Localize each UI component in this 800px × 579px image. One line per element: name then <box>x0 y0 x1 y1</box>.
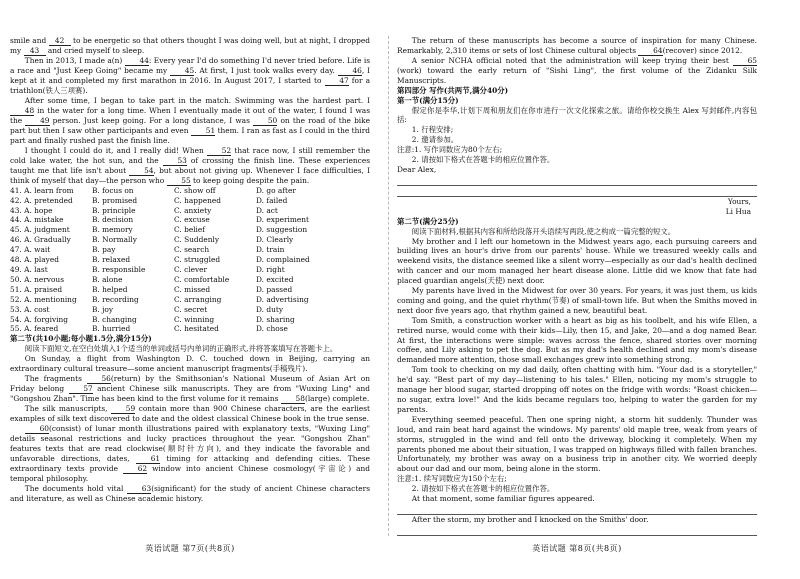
option-54-D: D. sharing <box>256 314 295 324</box>
answer-blank[interactable]: 43 <box>24 47 46 56</box>
option-50-C: C. comfortable <box>174 274 230 284</box>
option-44-A: 44. A. mistake <box>10 215 64 225</box>
option-55-C: C. hesitated <box>174 324 219 334</box>
option-50-D: D. excited <box>256 274 294 284</box>
option-45-D: D. suggestion <box>256 225 308 235</box>
option-41-C: C. show off <box>174 185 216 195</box>
option-55-A: 55. A. feared <box>10 324 59 334</box>
option-44-C: C. excuse <box>174 215 210 225</box>
option-45-B: B. memory <box>92 225 133 235</box>
writing1-closing: Yours, <box>727 196 751 206</box>
option-45-C: C. belief <box>174 225 206 235</box>
writing2-instructions: 阅读下面材料,根据其内容和所给段落开头语续写两段,使之构成一篇完整的短文。 <box>411 226 676 236</box>
continuation-start-1: At that moment, some familiar figures appeared. <box>411 494 595 504</box>
option-49-B: B. responsible <box>92 264 146 274</box>
answer-blank[interactable]: 58 <box>281 395 305 404</box>
writing1-signature: Li Hua <box>725 206 751 216</box>
grammar-para-5: The documents hold vital 63(significant) for the study of ancient Chinese characters and literature, as well as Chinese academic history. <box>10 483 370 503</box>
writing2-title: 第二节(满分25分) <box>397 216 459 226</box>
option-48-D: D. complained <box>256 255 310 265</box>
option-50-B: B. alone <box>92 274 123 284</box>
option-42-A: 42. A. pretended <box>10 195 73 205</box>
option-48-A: 48. A. played <box>10 255 59 265</box>
option-50-A: 50. A. nervous <box>10 274 64 284</box>
option-42-D: D. failed <box>256 195 288 205</box>
option-42-C: C. happened <box>174 195 221 205</box>
option-54-B: B. changing <box>92 314 137 324</box>
option-42-B: B. promised <box>92 195 138 205</box>
answer-blank[interactable]: 64 <box>638 47 662 56</box>
grammar-para-2: The fragments 56(return) by the Smithsonian's National Museum of Asian Art on Friday belong 57 ancient Chinese silk manuscripts. They are from "Wuxing Ling" and "Gongshou Zhan". Time has been kind to the first volume for it remains 58(large) complete. <box>10 373 370 403</box>
option-51-D: D. passed <box>256 284 293 294</box>
option-54-C: C. winning <box>174 314 215 324</box>
cloze-para-3: After some time, I began to take part in the match. Swimming was the hardest part. I 48 in the water for a long time. When I eventually made it out of the water, I found I was the 49 person. Just keep going. For a long distance, I was 50 on the road of the bike part but then I saw other participants and even 51 them. I ran as fast as I could in the third part and finally rushed past the finish line. <box>10 95 371 145</box>
section2-instructions: 阅读下面短文,在空白处填入1个适当的单词或括号内单词的正确形式,并将答案填写在答题卡上。 <box>24 344 338 354</box>
answer-blank[interactable]: 56 <box>87 375 111 384</box>
story-para-2: My parents have lived in the Midwest for over 30 years. For years, it was just them, us kids coming and going, and the quiet rhythm(节奏) of small-town life. But when the Smiths moved in next door five years ago, that rhythm gained a new, beautiful beat. <box>397 286 757 315</box>
continuation-start-2: After the storm, my brother and I knocked on the Smiths' door. <box>411 514 649 524</box>
cloze-para-2: Then in 2013, I made a(n) 44: Every year I'd do something I'd never tried before. Life is a race and "Just Keep Going" became my 45. At first, I just took walks every day. 46, I kept at it and completed my first marathon in 2016. In August 2017, I started to 47 for a triathlon(铁人三项赛). <box>10 56 370 95</box>
left-page <box>10 36 370 556</box>
answer-blank[interactable]: 65 <box>733 57 757 66</box>
answer-blank[interactable]: 49 <box>25 117 49 126</box>
option-55-D: D. chose <box>256 324 288 334</box>
option-47-C: C. search <box>174 245 210 255</box>
option-49-A: 49. A. last <box>10 264 48 274</box>
option-51-C: C. missed <box>174 284 211 294</box>
cloze-options <box>10 186 370 335</box>
answer-blank[interactable]: 61 <box>136 455 160 464</box>
footer-page-7: 英语试题 第7页(共8页) <box>145 544 235 553</box>
answer-blank[interactable]: 59 <box>111 405 135 414</box>
option-43-A: 43. A. hope <box>10 205 53 215</box>
option-52-A: 52. A. mentioning <box>10 294 77 304</box>
option-43-D: D. act <box>256 205 278 215</box>
answer-blank[interactable]: 46 <box>338 67 362 76</box>
option-51-A: 51. A. praised <box>10 284 63 294</box>
option-49-D: D. right <box>256 264 285 274</box>
footer-page-8: 英语试题 第8页(共8页) <box>532 544 622 553</box>
story-para-5: Everything seemed peaceful. Then one spring night, a storm hit suddenly. Thunder was loud, and rain beat hard against the windows. My parents' old maple tree, weak from years of storms, struggled in the wind and fell onto the driveway, blocking it completely. When my parents phoned me about their situation, I was trapped on highways filled with fallen branches. Unfortunately, my brother was away on a business trip in another city. We worried deeply about our dad and our mom, being alone in the storm. <box>397 414 757 474</box>
option-47-B: B. pay <box>92 245 116 255</box>
right-page <box>397 36 757 556</box>
writing1-instructions: 假定你是李华,计划下周和朋友们在你市进行一次文化探索之旅。请给你校交换生 Alex 写封邮件,内容包括: <box>397 105 757 125</box>
answer-blank[interactable]: 47 <box>325 77 349 86</box>
story-para-1: My brother and I left our hometown in the Midwest years ago, each pursuing careers and building lives an hour's drive from our parents' house. While we treasured weekly calls and weekend visits, the distance seemed like a silent worry—especially as our dad's health declined with cancer and our mom managed her heart disease alone. Little did we know that fate had placed guardian angels(天使) next door. <box>397 236 757 286</box>
page-divider <box>388 36 389 536</box>
option-41-B: B. focus on <box>92 185 134 195</box>
answer-blank[interactable]: 52 <box>207 147 231 156</box>
grammar-para-6: The return of these manuscripts has become a source of inspiration for many Chinese. Remarkably, 2,310 items or sets of lost Chinese cultural objects 64(recover) since 2012. <box>397 36 757 55</box>
writing1-point-1: 1. 行程安排; <box>411 125 454 135</box>
answer-line <box>397 504 757 515</box>
option-52-D: D. advertising <box>256 294 309 304</box>
answer-blank[interactable]: 55 <box>167 177 191 186</box>
grammar-para-1: On Sunday, a flight from Washington D. C. touched down in Beijing, carrying an extraordinary cultural treasure—some ancient manuscript fragments(手稿残片). <box>10 354 370 374</box>
option-41-A: 41. A. learn from <box>10 185 74 195</box>
option-44-B: B. decision <box>92 215 134 225</box>
section2-title: 第二节(共10小题;每小题1.5分,满分15分) <box>10 334 152 344</box>
answer-blank[interactable]: 42 <box>49 37 71 46</box>
option-46-B: B. Normally <box>92 235 137 245</box>
cloze-para-1: smile and 42 to be energetic so that others thought I was doing well, but at night, I dropped my 43 and cried myself to sleep. <box>10 36 370 55</box>
answer-blank[interactable]: 54 <box>129 167 153 176</box>
option-43-C: C. anxiety <box>174 205 212 215</box>
answer-blank[interactable]: 62 <box>123 465 147 474</box>
answer-blank[interactable]: 45 <box>170 67 194 76</box>
option-46-A: 46. A. Gradually <box>10 235 71 245</box>
answer-line <box>397 525 757 536</box>
option-47-D: D. train <box>256 245 285 255</box>
option-54-A: 54. A. forgiving <box>10 314 68 324</box>
grammar-para-4: 60(consist) of lunar month illustrations paired with explanatory texts, "Wuxing Ling" details seasonal restrictions and lucky practices throughout the year. "Gongshou Zhan" features texts that are read clockwise(顺时针方向), and they indicate the favorable and unfavorable directions, dates, 61 timing for attacking and defending cities. These extraordinary texts provide 62 window into ancient Chinese cosmology(宇宙论) and temporal philosophy. <box>10 423 370 483</box>
answer-blank[interactable]: 48 <box>10 107 34 116</box>
writing2-note-2: 2. 请按如下格式在答题卡的相应位置作答。 <box>411 484 555 494</box>
writing1-note-2: 2. 请按如下格式在答题卡的相应位置作答。 <box>411 155 555 165</box>
option-52-C: C. arranging <box>174 294 222 304</box>
cloze-para-4: I thought I could do it, and I really did! When 52 that race now, I still remember the cold lake water, the hot sun, and the 53 of crossing the finish line. These experiences taught me that life isn't about 54, but about not giving up. Whenever I face difficulties, I think of myself that day—the person who 55 to keep going despite the pain. <box>10 145 370 185</box>
grammar-para-7: A senior NCHA official noted that the administration will keep trying their best 65(work) toward the early return of "Sishi Ling", the first volume of the Zidanku Silk Manuscripts. <box>397 55 757 85</box>
option-53-C: C. secret <box>174 304 208 314</box>
writing2-note-1: 注意:1. 续写词数应为150个左右; <box>397 474 507 484</box>
option-41-D: D. go after <box>256 185 296 195</box>
option-46-C: C. Suddenly <box>174 235 220 245</box>
story-para-3: Tom Smith, a construction worker with a heart as big as his toolbelt, and his wife Ellen, a retired nurse, would come with their kids—Lily, then 15, and Jake, 20—and a dog named Bear. At first, the interactions were simple: waves across the fence, shared stories over morning coffee, and Lily asking to pet the dog. But as my dad's health declined and my mom's disease demanded more attention, those small exchanges grew into something strong. <box>397 315 757 365</box>
answer-blank[interactable]: 44 <box>125 57 149 66</box>
writing1-greeting: Dear Alex, <box>397 164 437 174</box>
answer-line <box>397 186 757 197</box>
option-51-B: B. helped <box>92 284 128 294</box>
answer-blank[interactable]: 60 <box>25 425 49 434</box>
option-44-D: D. experiment <box>256 215 310 225</box>
answer-blank[interactable]: 57 <box>69 385 93 394</box>
story-para-4: Tom took to checking on my dad daily, often chatting with him. "Your dad is a storyteller," he'd say. "Best part of my day—listening to his tales." Ellen, noticing my mom's struggle to manage her blood sugar, started dropping off notes on the fridge with words: "Roast chicken—no sugar, extra love!" And the kids became regulars too, helping to water the garden for my parents. <box>397 365 757 414</box>
option-43-B: B. principle <box>92 205 136 215</box>
option-53-D: D. duty <box>256 304 283 314</box>
writing1-point-2: 2. 邀请参加。 <box>411 135 459 145</box>
part4-title: 第四部分 写作(共两节,满分40分) <box>397 85 509 95</box>
option-48-B: B. relaxed <box>92 255 131 265</box>
option-45-A: 45. A. judgment <box>10 225 70 235</box>
option-49-C: C. clever <box>174 264 208 274</box>
answer-blank[interactable]: 63 <box>127 485 151 494</box>
answer-blank[interactable]: 51 <box>191 127 215 136</box>
option-52-B: B. recording <box>92 294 139 304</box>
option-53-A: 53. A. cost <box>10 304 50 314</box>
option-53-B: B. joy <box>92 304 114 314</box>
option-55-B: B. hurried <box>92 324 131 334</box>
answer-blank[interactable]: 53 <box>163 157 187 166</box>
answer-blank[interactable]: 50 <box>253 117 277 126</box>
answer-line <box>397 175 757 186</box>
option-46-D: D. Clearly <box>256 235 294 245</box>
option-48-C: C. struggled <box>174 255 221 265</box>
grammar-para-3: The silk manuscripts, 59 contain more than 900 Chinese characters, are the earliest examples of silk text discovered to date and the oldest classical Chinese book in the true sense. <box>10 403 371 423</box>
writing1-note-1: 注意:1. 写作词数应为80个左右; <box>397 145 503 155</box>
writing1-title: 第一节(满分15分) <box>397 95 459 105</box>
option-47-A: 47. A. wait <box>10 245 51 255</box>
